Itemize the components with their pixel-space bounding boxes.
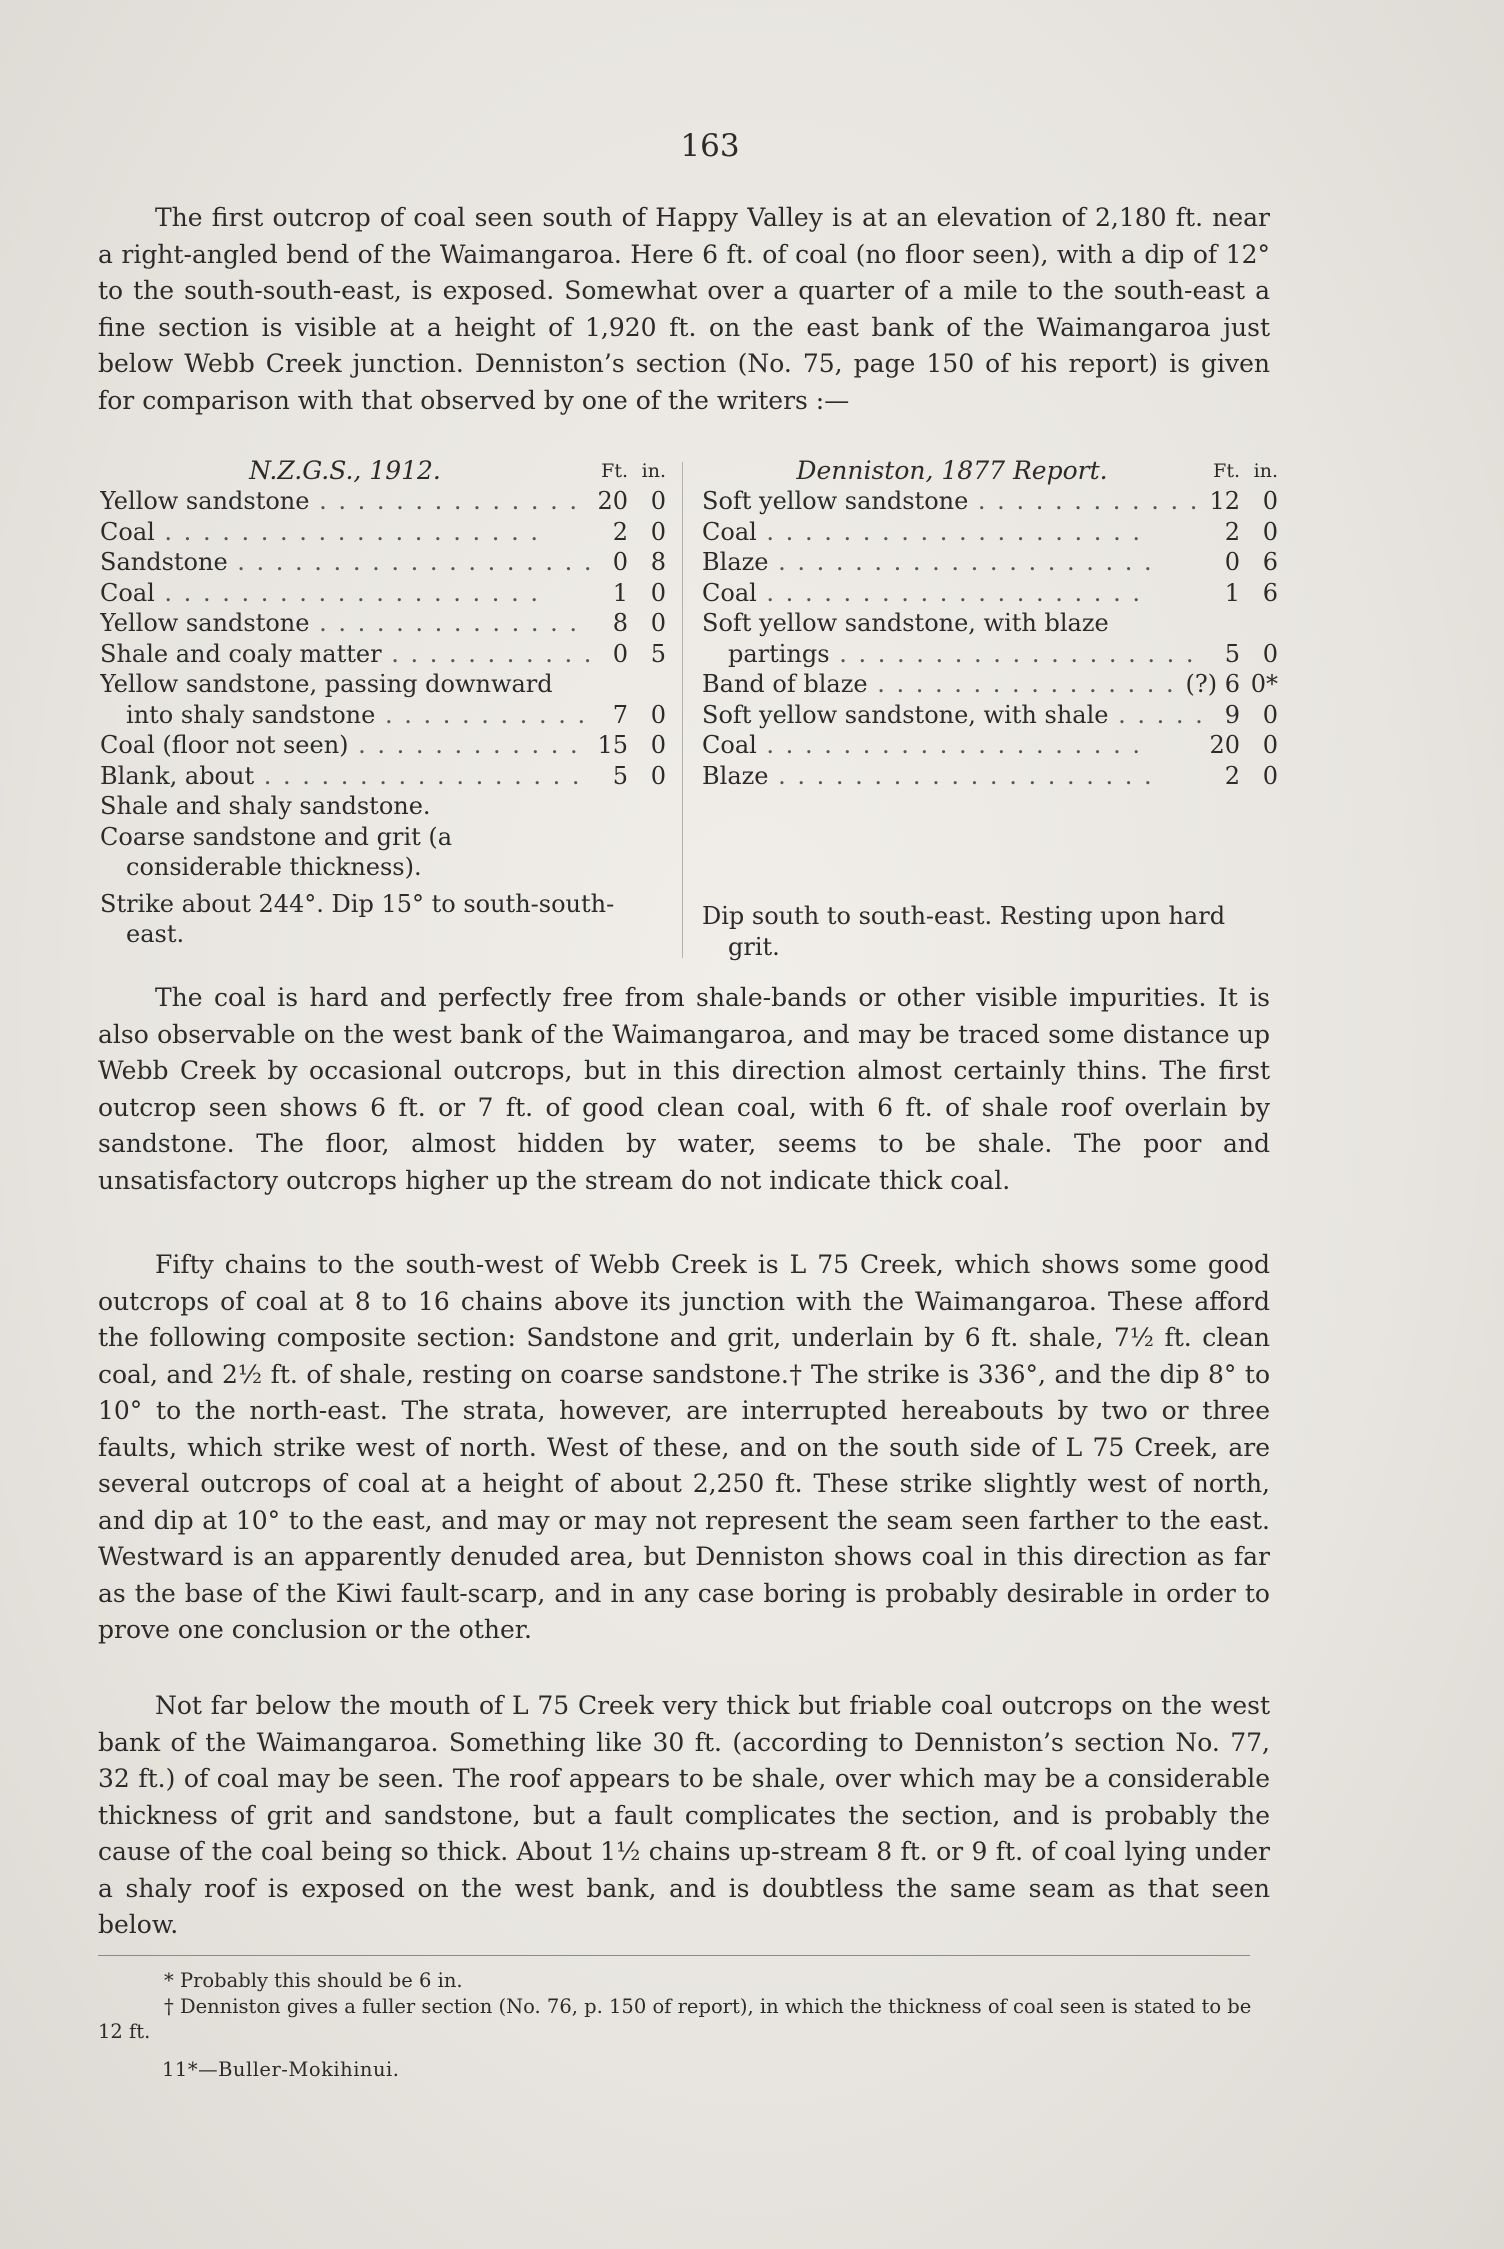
table-row xyxy=(100,578,666,609)
table-row xyxy=(100,486,666,517)
row-in: 0 xyxy=(650,700,666,729)
row-in: 0 xyxy=(650,578,666,607)
table-row xyxy=(702,578,1278,609)
section-table-denniston xyxy=(702,450,1278,962)
row-ft: 5 xyxy=(1224,639,1240,668)
row-in: 0 xyxy=(1262,487,1278,515)
row-in: 0 xyxy=(1262,639,1278,668)
row-label: Sandstone . . xyxy=(100,547,590,578)
row-label: Band of blaze . . xyxy=(702,669,1178,700)
table-source-title: N.Z.G.S., 1912. xyxy=(249,455,441,485)
row-ft: 1 xyxy=(1224,578,1240,607)
row-ft: 20 xyxy=(1209,731,1240,759)
row-ft: 2 xyxy=(612,517,628,546)
row-in: 0* xyxy=(1250,670,1278,698)
row-in: 0 xyxy=(1262,731,1278,759)
unit-ft: Ft. xyxy=(1213,459,1240,482)
footnote-rule xyxy=(98,1955,1250,1956)
row-label: into shaly sandstone . . xyxy=(100,700,590,731)
row-ft: 0 xyxy=(612,639,628,668)
row-label: Yellow sandstone, passing downward xyxy=(100,670,553,698)
table-row xyxy=(702,669,1278,700)
row-label: Blaze . . xyxy=(702,547,1202,578)
table-row xyxy=(702,700,1278,731)
row-in: 8 xyxy=(650,548,666,576)
unit-in: in. xyxy=(641,459,666,482)
row-in: 0 xyxy=(650,487,666,515)
table-divider xyxy=(682,462,683,958)
row-label: Soft yellow sandstone . . xyxy=(702,486,1202,517)
table-row xyxy=(702,730,1278,761)
table-row xyxy=(100,517,666,548)
row-label: Coal . . xyxy=(100,517,590,548)
footnote-1: * Probably this should be 6 in. xyxy=(164,1969,463,1992)
table-row xyxy=(100,700,666,731)
row-label: Coal . . xyxy=(100,578,590,609)
paragraph-1: The first outcrop of coal seen south of Happy Valley is at an elevation of 2,180 ft. near a right-angled bend of the Waimangaroa. Here 6 ft. of coal (no floor seen), with a dip of 12° to the south-south-east, is exposed. Somewhat over a quarter of a mile to the south-east a fine section is visible at a height of 1,920 ft. on the east bank of the Waimangaroa just below Webb Creek junction. Denniston’s section (No. 75, page 150 of his report) is given for comparison with that observed by one of the writers :— xyxy=(98,203,1270,415)
row-label: partings . . xyxy=(702,639,1202,670)
row-ft: 12 xyxy=(1209,487,1240,515)
row-in: 6 xyxy=(1262,578,1278,607)
row-ft: 2 xyxy=(1224,517,1240,546)
row-ft: 8 xyxy=(612,609,628,637)
row-ft: 15 xyxy=(597,731,628,759)
table-row xyxy=(702,608,1278,639)
table-row xyxy=(702,517,1278,548)
table-header xyxy=(702,450,1278,486)
row-in: 5 xyxy=(650,639,666,668)
table-row xyxy=(702,547,1278,578)
table-note: Strike about 244°. Dip 15° to south-south-east. xyxy=(100,889,615,948)
table-row xyxy=(100,639,666,670)
table-tail-line: Shale and shaly sandstone. xyxy=(100,792,431,820)
row-label: Yellow sandstone . . xyxy=(100,486,590,517)
unit-in: in. xyxy=(1253,459,1278,482)
row-in: 0 xyxy=(1262,761,1278,790)
row-ft: 1 xyxy=(612,578,628,607)
table-source-title: Denniston, 1877 Report. xyxy=(796,455,1108,485)
row-label: Coal (floor not seen) . . xyxy=(100,730,590,761)
row-ft: (?) 6 xyxy=(1185,670,1240,698)
row-in: 0 xyxy=(1262,517,1278,546)
table-note: Dip south to south-east. Resting upon hard grit. xyxy=(702,902,1226,961)
row-ft: 0 xyxy=(612,548,628,576)
row-label: Coal . . xyxy=(702,517,1202,548)
signature-mark: 11*—Buller-Mokihinui. xyxy=(162,2058,400,2081)
row-in: 0 xyxy=(1262,700,1278,729)
row-label: Coal . . xyxy=(702,578,1202,609)
row-in: 6 xyxy=(1262,548,1278,576)
row-in: 0 xyxy=(650,517,666,546)
row-label: Soft yellow sandstone, with blaze xyxy=(702,609,1109,637)
page-number: 163 xyxy=(680,128,740,164)
row-in: 0 xyxy=(650,761,666,790)
row-label: Blaze . . xyxy=(702,761,1202,792)
row-ft: 5 xyxy=(612,761,628,790)
row-ft: 20 xyxy=(597,487,628,515)
table-row xyxy=(100,669,666,700)
paragraph-3: Fifty chains to the south-west of Webb Creek is L 75 Creek, which shows some good outcrops of coal at 8 to 16 chains above its junction with the Waimangaroa. These afford the following composite section: Sandstone and grit, underlain by 6 ft. shale, 7½ ft. clean coal, and 2½ ft. of shale, resting on coarse sandstone.† The strike is 336°, and the dip 8° to 10° to the north-east. The strata, however, are interrupted hereabouts by two or three faults, which strike west of north. West of these, and on the south side of L 75 Creek, are several outcrops of coal at a height of about 2,250 ft. These strike slightly west of north, and dip at 10° to the east, and may or may not represent the seam seen farther to the east. Westward is an apparently denuded area, but Denniston shows coal in this direction as far as the base of the Kiwi fault-scarp, and in any case boring is probably desirable in order to prove one conclusion or the other. xyxy=(98,1250,1270,1644)
unit-ft: Ft. xyxy=(601,459,628,482)
table-row xyxy=(702,761,1278,792)
row-label: Coal . . xyxy=(702,730,1202,761)
row-ft: 7 xyxy=(612,700,628,729)
table-row xyxy=(100,547,666,578)
table-row xyxy=(100,730,666,761)
paragraph-2: The coal is hard and perfectly free from shale-bands or other visible impurities. It is also observable on the west bank of the Waimangaroa, and may be traced some distance up Webb Creek by occasional outcrops, but in this direction almost certainly thins. The first outcrop seen shows 6 ft. or 7 ft. of good clean coal, with 6 ft. of shale roof overlain by sandstone. The floor, almost hidden by water, seems to be shale. The poor and unsatisfactory outcrops higher up the stream do not indicate thick coal. xyxy=(98,983,1270,1195)
table-row xyxy=(702,639,1278,670)
section-table-nzgs xyxy=(100,450,666,950)
table-tail-line: Coarse sandstone and grit (a considerable thickness). xyxy=(100,822,453,881)
row-in: 0 xyxy=(650,731,666,759)
table-row xyxy=(702,486,1278,517)
paragraph-4: Not far below the mouth of L 75 Creek very thick but friable coal outcrops on the west bank of the Waimangaroa. Something like 30 ft. (according to Denniston’s section No. 77, 32 ft.) of coal may be seen. The roof appears to be shale, over which may be a considerable thickness of grit and sandstone, but a fault complicates the section, and is probably the cause of the coal being so thick. About 1½ chains up-stream 8 ft. or 9 ft. of coal lying under a shaly roof is exposed on the west bank, and is doubtless the same seam as that seen below. xyxy=(98,1691,1270,1939)
table-row xyxy=(100,608,666,639)
footnote-2: † Denniston gives a fuller section (No. 76, p. 150 of report), in which the thickness of coal seen is stated to be 12 ft. xyxy=(98,1995,1252,2043)
row-ft: 2 xyxy=(1224,761,1240,790)
row-label: Yellow sandstone . . xyxy=(100,608,590,639)
row-ft: 0 xyxy=(1224,548,1240,576)
row-ft: 9 xyxy=(1224,700,1240,729)
table-header xyxy=(100,450,666,486)
row-label: Shale and coaly matter . . xyxy=(100,639,590,670)
row-in: 0 xyxy=(650,609,666,637)
row-label: Soft yellow sandstone, with shale . . xyxy=(702,700,1202,731)
table-row xyxy=(100,761,666,792)
row-label: Blank, about . . xyxy=(100,761,590,792)
